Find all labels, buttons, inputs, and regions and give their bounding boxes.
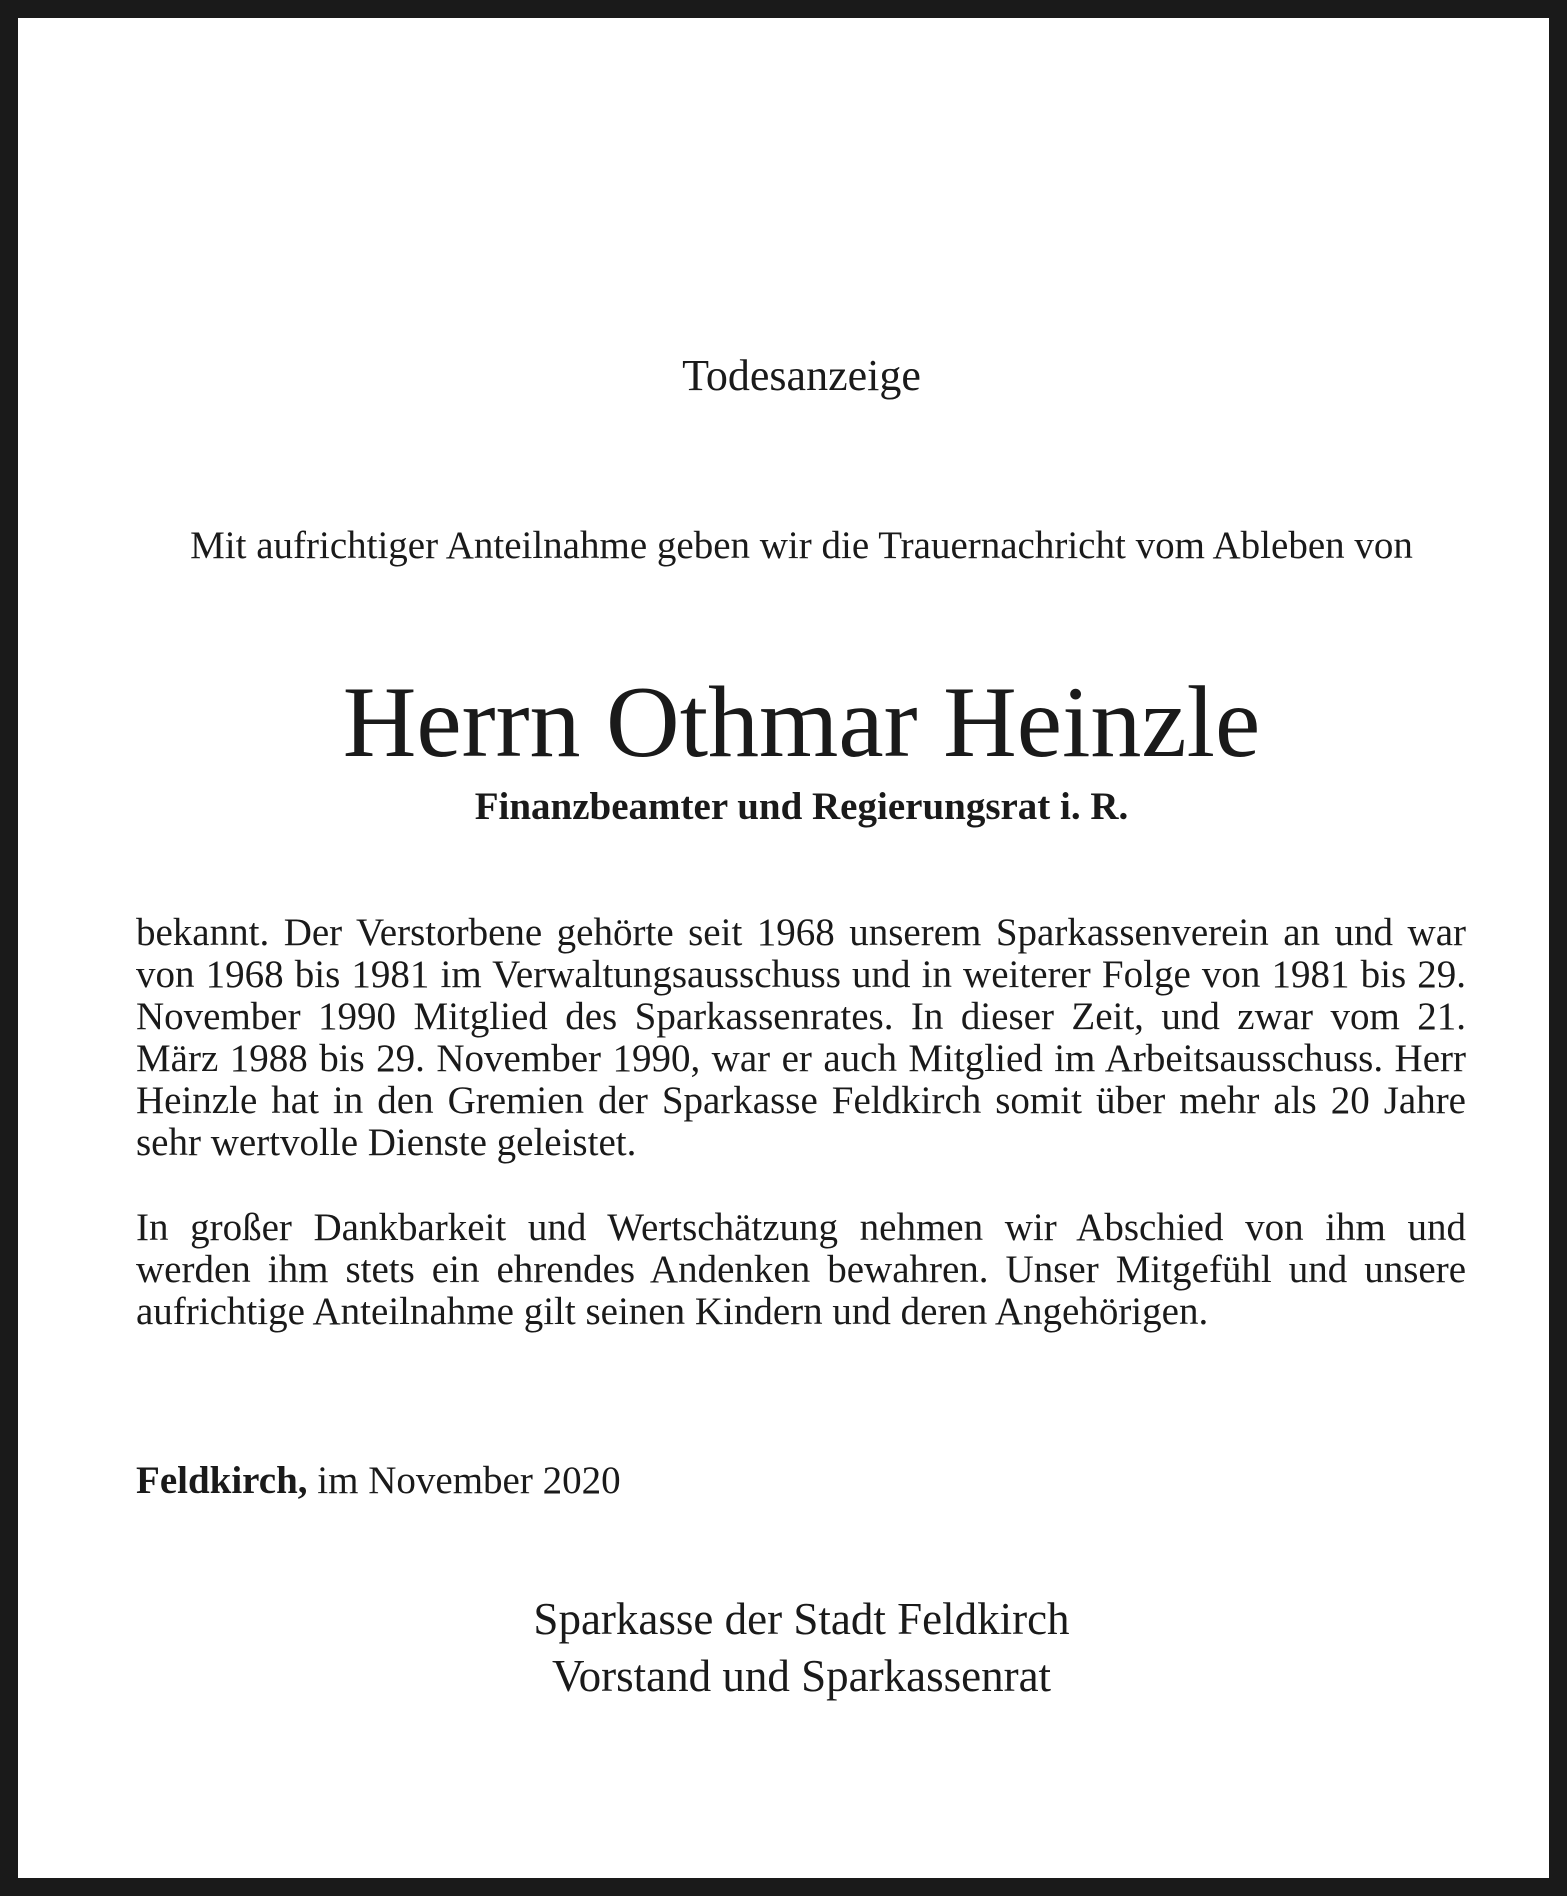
signature-line-1: Sparkasse der Stadt Feldkirch bbox=[533, 1594, 1070, 1644]
signature bbox=[18, 1591, 1567, 1705]
intro-text: Mit aufrichtiger Anteilnahme geben wir die Trauernachricht vom Ableben von bbox=[190, 524, 1413, 567]
place: Feldkirch, bbox=[136, 1459, 308, 1502]
deceased-name: Herrn Othmar Heinzle bbox=[342, 666, 1261, 779]
notice-header: Todesanzeige bbox=[682, 351, 921, 400]
body-paragraph-2: In großer Dankbarkeit und Wertschätzung nehmen wir Abschied von ihm und werden ihm stets ein ehrendes Andenken bewahren. Unser Mitgefühl und unsere aufrichtige Anteilnahme gilt seinen Kindern und deren Angehörigen. bbox=[136, 1206, 1466, 1333]
deceased-title: Finanzbeamter und Regierungsrat i. R. bbox=[474, 785, 1129, 828]
place-date bbox=[136, 1455, 621, 1507]
date: im November 2020 bbox=[317, 1459, 621, 1502]
body-paragraph-1: bekannt. Der Verstorbene gehörte seit 1968 unserem Sparkassenverein an und war von 1968 bis 1981 im Verwaltungsausschuss und in weiterer Folge von 1981 bis 29. November 1990 Mitglied des Sparkassenrates. In dieser Zeit, und zwar vom 21. März 1988 bis 29. November 1990, war er auch Mitglied im Arbeitsausschuss. Herr Heinzle hat in den Gremien der Sparkasse Feldkirch somit über mehr als 20 Jahre sehr wertvolle Dienste geleistet. bbox=[136, 911, 1466, 1164]
signature-line-2: Vorstand und Sparkassenrat bbox=[551, 1651, 1052, 1701]
